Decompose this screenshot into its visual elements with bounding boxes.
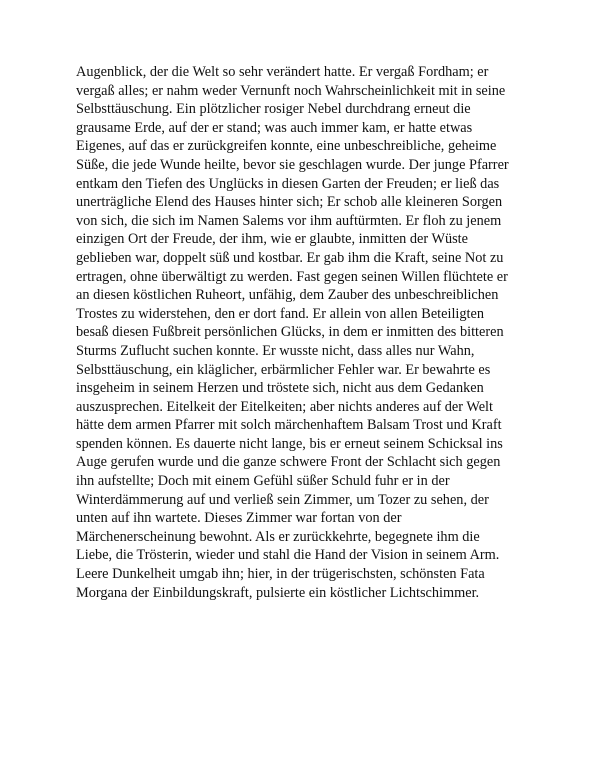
text-line: Auge gerufen wurde und die ganze schwere Front der Schlacht sich gegen xyxy=(76,454,501,471)
text-line: Selbsttäuschung, ein kläglicher, erbärmlicher Fehler war. Er bewahrte es xyxy=(76,361,491,378)
text-line: Winterdämmerung auf und verließ sein Zimmer, um Tozer zu sehen, der xyxy=(76,491,489,508)
text-line: geblieben war, doppelt süß und kostbar. Er gab ihm die Kraft, seine Not zu xyxy=(76,249,504,266)
text-line: Augenblick, der die Welt so sehr verändert hatte. Er vergaß Fordham; er xyxy=(76,64,489,80)
text-line: Leere Dunkelheit umgab ihn; hier, in der trügerischsten, schönsten Fata xyxy=(76,566,485,583)
text-line: Selbsttäuschung. Ein plötzlicher rosiger Nebel durchdrang erneut die xyxy=(76,101,471,118)
text-line: besaß diesen Fußbreit persönlichen Glücks, in dem er inmitten des bitteren xyxy=(76,324,504,341)
text-line: unten auf ihn wartete. Dieses Zimmer war fortan von der xyxy=(76,510,402,527)
text-line: Trostes zu widerstehen, den er dort fand. Er allein von allen Beteiligten xyxy=(76,305,485,322)
text-line: Süße, die jede Wunde heilte, bevor sie geschlagen wurde. Der junge Pfarrer xyxy=(76,156,509,173)
text-line: von sich, die sich im Namen Salems vor ihm auftürmten. Er floh zu jenem xyxy=(76,212,502,229)
text-line: spenden können. Es dauerte nicht lange, bis er erneut seinem Schicksal ins xyxy=(76,435,503,452)
text-line: vergaß alles; er nahm weder Vernunft noch Wahrscheinlichkeit mit in seine xyxy=(76,82,506,99)
body-paragraph xyxy=(76,63,536,602)
text-line: auszusprechen. Eitelkeit der Eitelkeiten; aber nichts anderes auf der Welt xyxy=(76,398,493,415)
text-line: Sturms Zuflucht suchen konnte. Er wusste nicht, dass alles nur Wahn, xyxy=(76,342,475,359)
text-line: Morgana der Einbildungskraft, pulsierte ein köstlicher Lichtschimmer. xyxy=(76,584,480,601)
text-line: grausame Erde, auf der er stand; was auch immer kam, er hatte etwas xyxy=(76,119,473,136)
text-line: ertragen, ohne überwältigt zu werden. Fast gegen seinen Willen flüchtete er xyxy=(76,268,508,285)
text-line: an diesen köstlichen Ruheort, unfähig, dem Zauber des unbeschreiblichen xyxy=(76,287,499,304)
text-line: Liebe, die Trösterin, wieder und stahl die Hand der Vision in seinem Arm. xyxy=(76,547,500,564)
text-line: unerträgliche Elend des Hauses hinter sich; Er schob alle kleineren Sorgen xyxy=(76,194,503,211)
text-line: Eigenes, auf das er zurückgreifen konnte, eine unbeschreibliche, geheime xyxy=(76,138,497,155)
text-line: insgeheim in seinem Herzen und tröstete sich, nicht aus dem Gedanken xyxy=(76,380,484,397)
text-line: einzigen Ort der Freude, der ihm, wie er glaubte, inmitten der Wüste xyxy=(76,231,468,248)
text-line: hätte dem armen Pfarrer mit solch märchenhaftem Balsam Trost und Kraft xyxy=(76,417,502,434)
text-line: entkam den Tiefen des Unglücks in diesen Garten der Freuden; er ließ das xyxy=(76,175,500,192)
text-line: ihn aufstellte; Doch mit einem Gefühl süßer Schuld fuhr er in der xyxy=(76,473,450,490)
text-line: Märchenerscheinung bewohnt. Als er zurückkehrte, begegnete ihm die xyxy=(76,528,480,545)
